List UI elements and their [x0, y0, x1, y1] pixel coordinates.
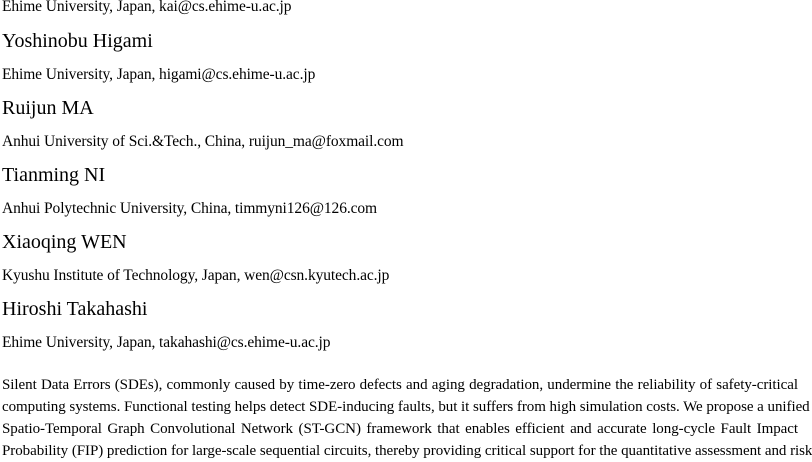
- author-affiliation-5: Kyushu Institute of Technology, Japan, wen@csn.kyutech.ac.jp: [2, 267, 390, 284]
- abstract-line-4: Probability (FIP) prediction for large-scale sequential circuits, thereby providing critical support for the quantitative assessment and risk: [2, 443, 812, 459]
- author-name-4: Tianming NI: [2, 164, 106, 186]
- author-affiliation-2: Ehime University, Japan, higami@cs.ehime-u.ac.jp: [2, 66, 316, 83]
- author-affiliation-1: Ehime University, Japan, kai@cs.ehime-u.ac.jp: [2, 0, 292, 15]
- abstract-line-1: Silent Data Errors (SDEs), commonly caused by time-zero defects and aging degradation, undermine the reliability of safety-critical: [2, 377, 798, 393]
- author-affiliation-4: Anhui Polytechnic University, China, timmyni126@126.com: [2, 200, 377, 217]
- author-name-5: Xiaoqing WEN: [2, 231, 127, 253]
- abstract: [2, 374, 812, 462]
- author-name-3: Ruijun MA: [2, 97, 94, 119]
- author-name-2: Yoshinobu Higami: [2, 30, 153, 52]
- author-affiliation-6: Ehime University, Japan, takahashi@cs.ehime-u.ac.jp: [2, 334, 331, 351]
- author-affiliation-3: Anhui University of Sci.&Tech., China, ruijun_ma@foxmail.com: [2, 133, 404, 150]
- abstract-line-3: Spatio-Temporal Graph Convolutional Network (ST-GCN) framework that enables efficient and accurate long-cycle Fault Impact: [2, 421, 798, 437]
- abstract-line-2: computing systems. Functional testing helps detect SDE-inducing faults, but it suffers from high simulation costs. We propose a unified: [2, 399, 810, 415]
- author-name-6: Hiroshi Takahashi: [2, 298, 148, 320]
